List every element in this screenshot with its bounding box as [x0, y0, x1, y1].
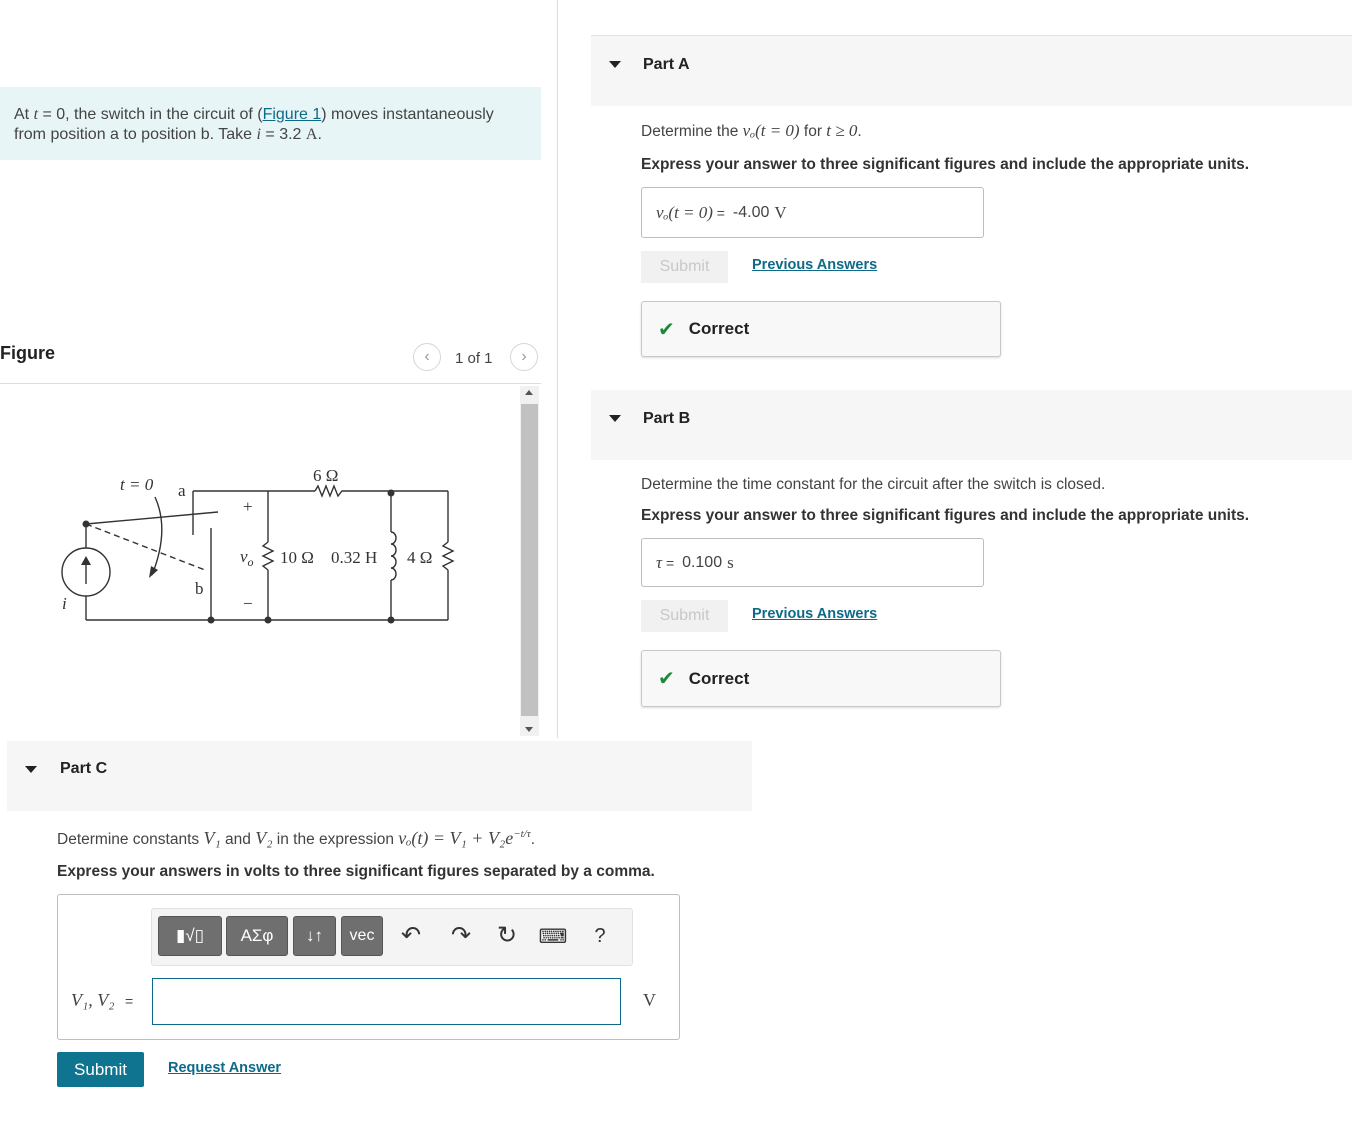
part-c-instruction: Express your answers in volts to three significant figures separated by a comma. — [57, 863, 655, 880]
i-variable: i — [256, 126, 261, 143]
answer-label: vₒ(t = 0) — [656, 202, 713, 222]
collapse-triangle-icon[interactable] — [25, 766, 37, 773]
chevron-right-icon: › — [521, 348, 527, 365]
answer-label: V₁, V₂ — [71, 990, 115, 1010]
part-a-submit-button[interactable]: Submit — [641, 251, 728, 283]
part-c-question: Determine constants V₁ and V₂ in the expression $v_o(t) = V_1 + V_2e^{-t/\tau}$. — [57, 828, 535, 848]
part-b-question: Determine the time constant for the circuit after the switch is closed. — [641, 476, 1106, 493]
figure-pager: 1 of 1 — [455, 350, 493, 367]
prev-figure-button[interactable] — [413, 343, 441, 371]
label-minus: − — [243, 594, 253, 613]
part-c-request-answer-link[interactable]: Request Answer — [168, 1060, 282, 1076]
math-v1: V₁ — [203, 828, 221, 848]
help-icon[interactable]: ? — [594, 925, 606, 947]
figure-separator — [0, 383, 541, 384]
problem-text: At — [14, 106, 34, 123]
undo-icon[interactable]: ↶ — [400, 922, 422, 949]
pane-divider — [557, 0, 558, 738]
label-b: b — [195, 579, 204, 598]
part-b-header[interactable] — [591, 390, 1352, 460]
collapse-triangle-icon[interactable] — [609, 415, 621, 422]
label-a: a — [178, 481, 186, 500]
templates-button[interactable]: ▮√▯ — [158, 916, 222, 956]
part-b-previous-answers-link[interactable]: Previous Answers — [752, 606, 878, 622]
unit-ampere: A — [305, 126, 318, 143]
redo-icon[interactable]: ↷ — [450, 922, 472, 949]
label-6-ohm: 6 Ω — [313, 466, 339, 485]
answer-label: τ — [656, 552, 663, 572]
equals-sign: = — [124, 993, 134, 1009]
problem-text: . — [317, 126, 322, 143]
part-c-submit-button[interactable]: Submit — [57, 1052, 144, 1087]
part-b-answer-box[interactable] — [641, 538, 984, 587]
collapse-triangle-icon[interactable] — [609, 61, 621, 68]
part-b-label: Part B — [643, 410, 691, 427]
circuit-diagram — [50, 455, 470, 635]
part-a-top-border — [591, 35, 1352, 36]
switch-blade — [86, 512, 218, 524]
answer-unit: V — [774, 202, 787, 222]
problem-text: ) moves instantaneously from position a to position b. Take — [14, 106, 494, 143]
label-plus: + — [243, 497, 253, 516]
equals-sign: = — [662, 554, 679, 571]
part-c-header[interactable] — [7, 741, 752, 811]
label-10-ohm: 10 Ω — [280, 548, 314, 567]
problem-text: = 3.2 — [260, 126, 306, 143]
label-inductor: 0.32 H — [331, 548, 378, 567]
part-a-correct-feedback — [641, 301, 1001, 357]
greek-symbols-button[interactable]: ΑΣφ — [226, 916, 288, 956]
math-expression: $v_o(t) = V_1 + V_2e^{-t/\tau}$ — [398, 828, 531, 848]
equals-sign: = — [712, 204, 729, 221]
scroll-up-arrow-icon[interactable] — [525, 390, 533, 395]
t-variable: t — [33, 106, 39, 123]
math-expression: vₒ(t = 0) — [742, 121, 800, 140]
math-v2: V₂ — [255, 828, 273, 848]
scroll-down-arrow-icon[interactable] — [525, 727, 533, 732]
chevron-left-icon: ‹ — [424, 348, 430, 365]
problem-statement — [0, 87, 541, 160]
part-a-instruction: Express your answer to three significant figures and include the appropriate units. — [641, 156, 1250, 173]
answer-value: -4.00 — [732, 203, 770, 221]
answer-value: 0.100 — [682, 553, 723, 571]
figure-scrollbar-thumb[interactable] — [521, 404, 538, 716]
part-c-label: Part C — [60, 760, 108, 777]
checkmark-icon: ✔ — [658, 668, 675, 690]
subscript-superscript-button[interactable]: ↓↑ — [293, 916, 336, 956]
part-b-submit-button[interactable]: Submit — [641, 600, 728, 632]
part-c-answer-input[interactable] — [152, 978, 621, 1025]
keyboard-icon[interactable]: ⌨ — [538, 926, 568, 948]
figure-link[interactable]: Figure 1 — [262, 106, 322, 123]
answer-unit: V — [643, 990, 656, 1010]
feedback-text: Correct — [688, 668, 750, 688]
next-figure-button[interactable] — [510, 343, 538, 371]
label-vo: $v_o$ — [240, 547, 254, 569]
part-a-header[interactable] — [591, 36, 1352, 106]
figure-title: Figure — [0, 343, 56, 363]
part-a-label: Part A — [643, 56, 690, 73]
part-a-previous-answers-link[interactable]: Previous Answers — [752, 257, 878, 273]
reset-icon[interactable]: ↻ — [496, 922, 518, 949]
math-expression: t ≥ 0 — [826, 121, 858, 140]
vector-button[interactable]: vec — [341, 916, 383, 956]
part-b-instruction: Express your answer to three significant figures and include the appropriate units. — [641, 507, 1250, 524]
problem-text: = 0, the switch in the circuit of ( — [38, 106, 263, 123]
checkmark-icon: ✔ — [658, 318, 675, 341]
part-b-correct-feedback — [641, 650, 1001, 707]
label-i: i — [62, 594, 67, 613]
part-a-question: Determine the vₒ(t = 0) for t ≥ 0. — [641, 121, 862, 140]
part-c-answer-label-group — [71, 990, 133, 1011]
math-toolbar — [151, 908, 633, 966]
answer-unit: s — [727, 552, 734, 572]
feedback-text: Correct — [688, 319, 750, 338]
label-4-ohm: 4 Ω — [407, 548, 433, 567]
part-a-answer-box[interactable] — [641, 187, 984, 238]
label-t0: t = 0 — [120, 475, 154, 494]
